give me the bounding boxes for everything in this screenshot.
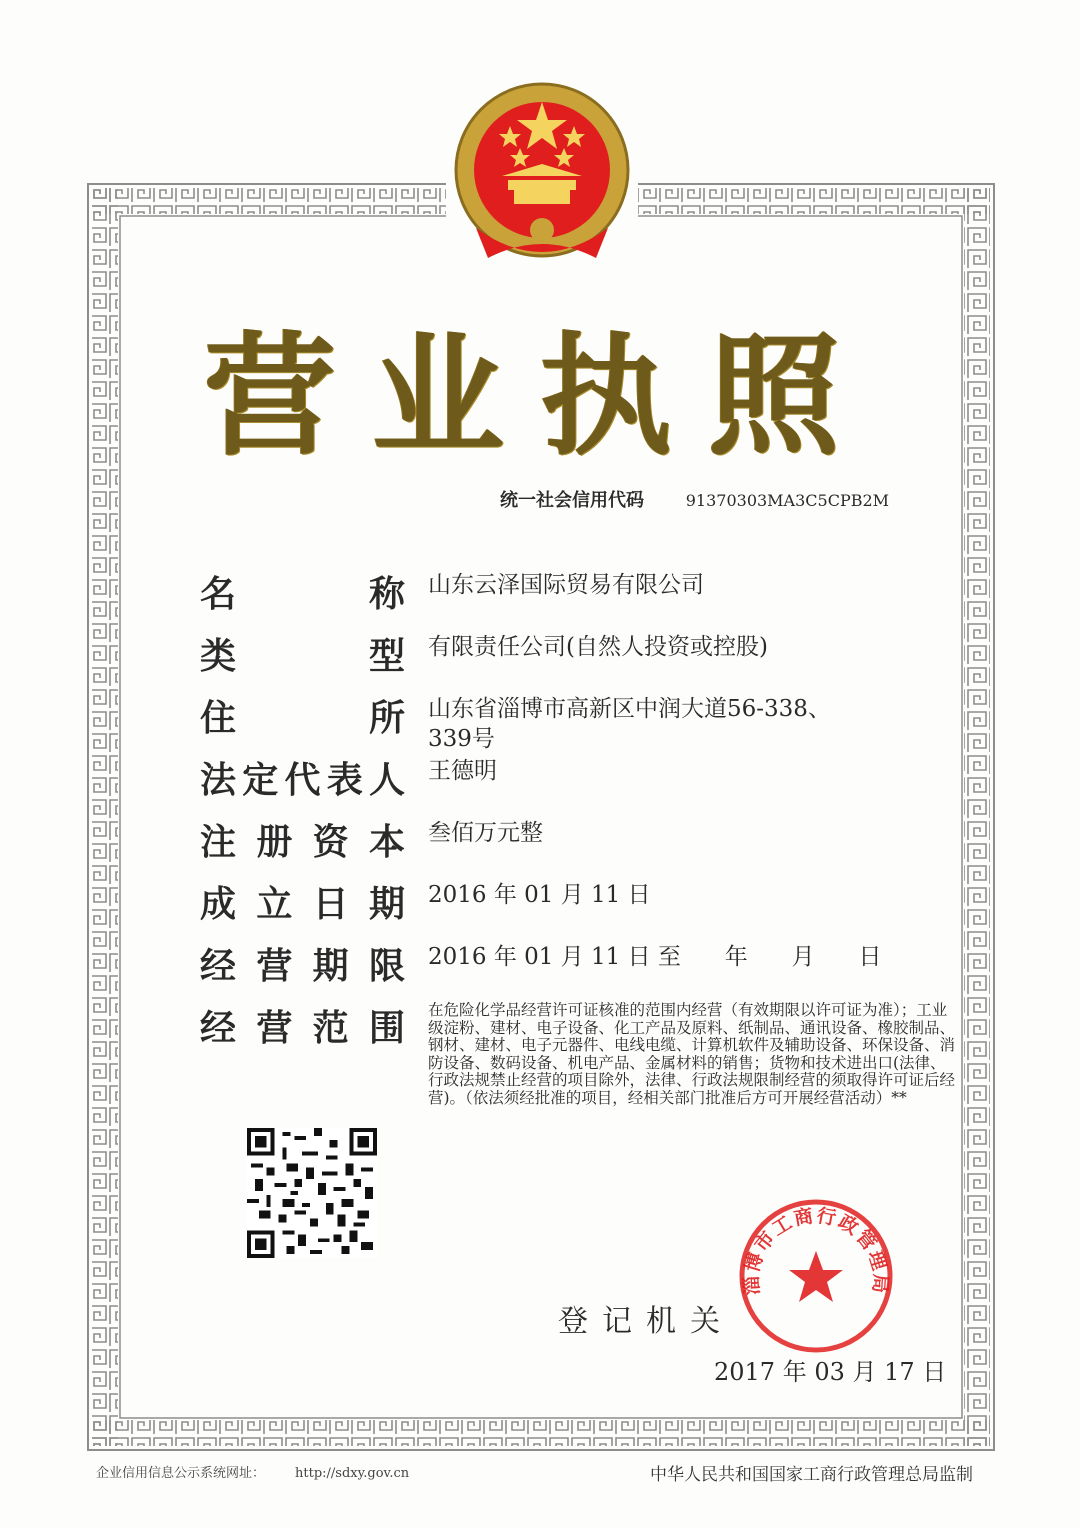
field-label: 注 册 资 本 (200, 822, 405, 863)
credit-code-value: 91370303MA3C5CPB2M (685, 491, 890, 510)
field-label: 住 所 (200, 698, 405, 739)
official-seal-icon (736, 1196, 896, 1356)
svg-text:淄博市工商行政管理局: 淄博市工商行政管理局 (740, 1204, 892, 1296)
field-label: 成 立 日 期 (200, 884, 405, 925)
field-value: 叁佰万元整 (428, 820, 543, 846)
qr-code-icon (246, 1128, 378, 1258)
national-emblem-icon (446, 80, 638, 272)
footer-supervisor: 中华人民共和国国家工商行政管理总局监制 (650, 1465, 973, 1485)
field-value: 山东省淄博市高新区中润大道56-338、339号 (428, 696, 831, 752)
credit-code-label: 统一社会信用代码 (500, 490, 644, 511)
field-label: 法 定 代 表 人 (200, 760, 405, 801)
field-label: 经 营 范 围 (200, 1008, 405, 1049)
footer-website (96, 1462, 409, 1481)
page-title: 营业执照 (204, 319, 876, 474)
field-label: 类 型 (200, 636, 405, 677)
field-value: 王德明 (428, 758, 497, 784)
field-value: 2016 年 01 月 11 日 至 年 月 日 (428, 944, 882, 970)
field-label: 名 称 (200, 574, 405, 615)
credit-code (500, 486, 889, 512)
field-value: 在危险化学品经营许可证核准的范围内经营（有效期限以许可证为准）；工业级淀粉、建材、电子设备、化工产品及原料、纸制品、通讯设备、橡胶制品、钢材、建材、电子元器件、电线电缆、计算机软件及辅助设备、环保设备、消防设备、数码设备、机电产品、金属材料的销售；货物和技术进出口(法律、行政法规禁止经营的项目除外，法律、行政法规限制经营的须取得许可证后经营)。（依法须经批准的项目，经相关部门批准后方可开展经营活动）** (428, 1001, 956, 1107)
field-value: 有限责任公司(自然人投资或控股) (428, 634, 768, 660)
field-label: 经 营 期 限 (200, 946, 405, 987)
registration-authority-label: 登记机关 (558, 1304, 734, 1339)
footer-website-label: 企业信用信息公示系统网址： (96, 1466, 266, 1481)
field-value: 2016 年 01 月 11 日 (428, 882, 651, 908)
footer-url-link[interactable]: http://sdxy.gov.cn (295, 1466, 410, 1481)
field-value: 山东云泽国际贸易有限公司 (428, 572, 704, 598)
issue-date: 2017 年 03 月 17 日 (714, 1358, 947, 1386)
